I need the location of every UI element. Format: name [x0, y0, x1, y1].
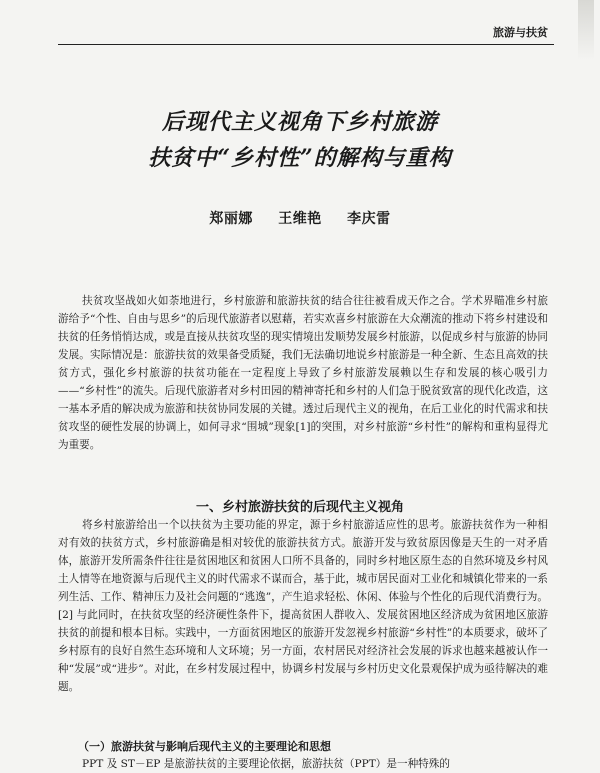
- author-list: [0, 208, 600, 228]
- body-paragraph: PPT 及 ST－EP 是旅游扶贫的主要理论依据，旅游扶贫（PPT）是一种特殊的: [82, 758, 450, 770]
- abstract: [58, 292, 548, 454]
- author-name: 王维艳: [278, 211, 322, 227]
- author-name: 李庆雷: [347, 211, 391, 227]
- body-paragraph: 将乡村旅游给出一个以扶贫为主要功能的界定，源于乡村旅游适应性的思考。旅游扶贫作为一种相对有效的扶贫方式，乡村旅游确是相对较优的旅游扶贫方式。旅游开发与致贫原因像是天生的一对矛盾体，旅游开发所需条件往往是贫困地区和贫困人口所不具备的，同时乡村地区原生态的自然环境及乡村风土人情等在地资源与后现代主义的时代需求不谋而合，基于此，城市居民面对工业化和城镇化带来的一系列生活、工作、精神压力及社会问题的“逃逸”，产生追求轻松、休闲、体验与个性化的后现代消费行为。[2] 与此同时，在扶贫攻坚的经济硬性条件下，提高贫困人群收入、发展贫困地区经济成为贫困地区旅游扶贫的前提和根本目标。实践中，一方面贫困地区的旅游开发忽视乡村旅游“乡村性”的本质要求，破坏了乡村原有的良好自然生态环境和人文环境；另一方面，农村居民对经济社会发展的诉求也越来越被认作一种“发展”或“进步”。对此，在乡村发展过程中，协调乡村发展与乡村历史文化景观保护成为亟待解决的难题。: [58, 519, 548, 693]
- header-rule: [58, 44, 554, 45]
- article-title: [0, 104, 600, 176]
- section-body: [58, 516, 548, 696]
- subsection-heading: （一）旅游扶贫与影响后现代主义的主要理论和思想: [78, 740, 331, 753]
- author-name: 郑丽娜: [209, 211, 253, 227]
- section-heading: 一、乡村旅游扶贫的后现代主义视角: [195, 500, 404, 515]
- subsection-body: [58, 755, 548, 773]
- title-line-2: 扶贫中“乡村性”的解构与重构: [148, 145, 452, 171]
- running-head: 旅游与扶贫: [493, 26, 548, 39]
- page-edge-mark: [578, 0, 594, 60]
- title-line-1: 后现代主义视角下乡村旅游: [161, 109, 438, 135]
- abstract-paragraph: 扶贫攻坚战如火如荼地进行，乡村旅游和旅游扶贫的结合往往被看成天作之合。学术界瞄准乡村旅游给予“个性、自由与思乡”的后现代旅游者以慰藉，若实欢喜乡村旅游在大众潮流的推动下将乡村建设和扶贫的任务悄悄达成，或是直接从扶贫攻坚的现实情境出发顺势发展乡村旅游，以促成乡村与旅游的协同发展。实际情况是：旅游扶贫的效果备受质疑，我们无法确切地说乡村旅游是一种全新、生态且高效的扶贫方式，强化乡村旅游的扶贫功能在一定程度上导致了乡村旅游发展赖以生存和发展的核心吸引力——“乡村性”的流失。后现代旅游者对乡村田园的精神寄托和乡村的人们急于脱贫致富的现代化改造，这一基本矛盾的解决成为旅游和扶贫协同发展的关键。透过后现代主义的视角，在后工业化的时代需求和扶贫攻坚的硬性发展的协调上，如何寻求“围城”现象[1]的突围，对乡村旅游“乡村性”的解构和重构显得尤为重要。: [58, 295, 548, 451]
